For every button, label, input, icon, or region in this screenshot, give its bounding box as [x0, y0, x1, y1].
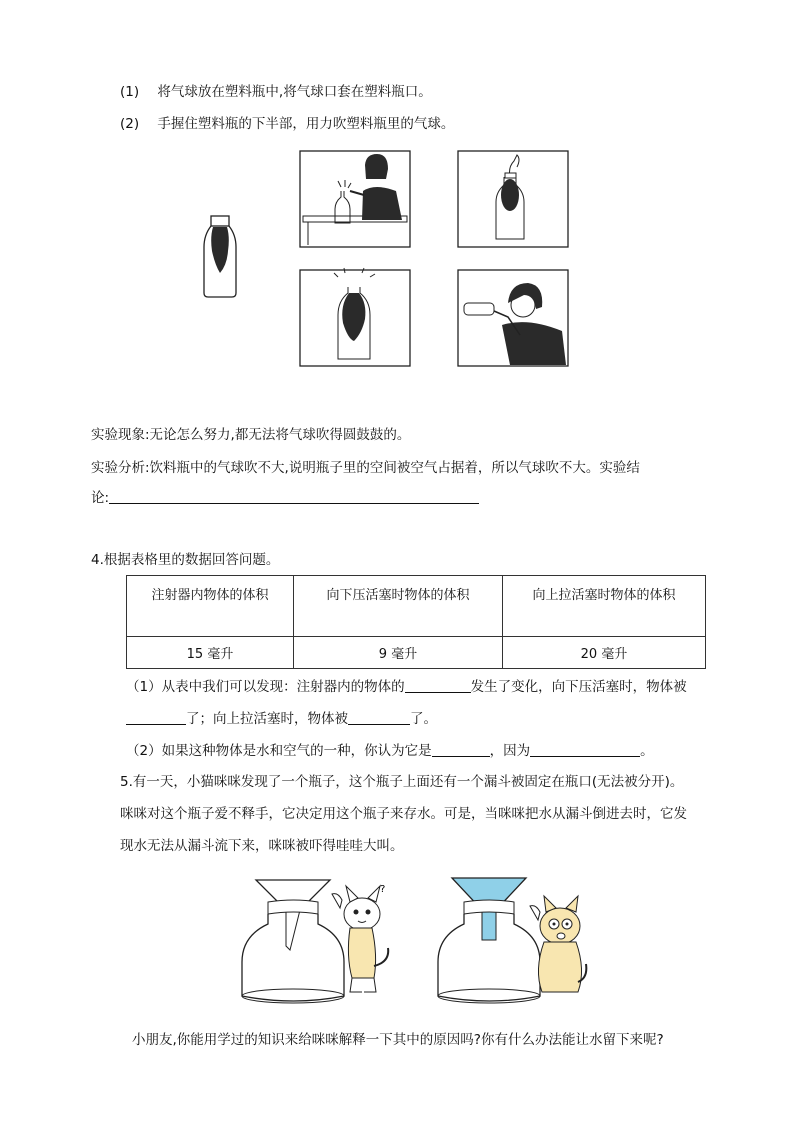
blank-compressed[interactable] [126, 710, 186, 725]
svg-text:?: ? [380, 884, 386, 895]
table-row [127, 637, 706, 669]
panel-3-balloon-inflated [300, 268, 410, 366]
conclusion-blank[interactable] [109, 489, 479, 504]
step-1-number: (1) [120, 84, 140, 100]
q5-line-2: 咪咪对这个瓶子爱不释手，它决定用这个瓶子来存水。可是，当咪咪把水从漏斗倒进去时，它发 [120, 806, 687, 822]
analysis-text: 实验分析:饮料瓶中的气球吹不大,说明瓶子里的空间被空气占据着，所以气球吹不大。实验结 [91, 460, 640, 476]
blank-substance[interactable] [432, 742, 490, 757]
standalone-bottle-illustration [204, 216, 236, 297]
blank-changed-property[interactable] [405, 678, 471, 693]
q4-part1-line1: （1）从表中我们可以发现：注射器内的物体的 发生了变化，向下压活塞时，物体被 [126, 679, 687, 695]
table-header-cell: 向下压活塞时物体的体积 [294, 576, 503, 637]
step-1 [120, 82, 432, 102]
q5-line-3: 现水无法从漏斗流下来，咪咪被吓得哇哇大叫。 [120, 838, 404, 854]
phenomenon-text: 实验现象:无论怎么努力,都无法将气球吹得圆鼓鼓的。 [91, 427, 411, 443]
step-2 [120, 114, 454, 134]
right-funnel-bottle-with-water [438, 878, 540, 1003]
q4-title: 4.根据表格里的数据回答问题。 [91, 552, 280, 568]
table-header-cell: 注射器内物体的体积 [127, 576, 294, 637]
conclusion-label: 论: [91, 490, 110, 506]
blank-expanded[interactable] [348, 710, 410, 725]
step-2-number: (2) [120, 116, 140, 132]
right-cat-scared-illustration [530, 896, 586, 992]
step-1-text: 将气球放在塑料瓶中,将气球口套在塑料瓶口。 [157, 84, 432, 100]
table-header-cell: 向上拉活塞时物体的体积 [503, 576, 706, 637]
left-funnel-bottle [242, 880, 344, 1003]
q5-question: 小朋友,你能用学过的知识来给咪咪解释一下其中的原因吗?你有什么办法能让水留下来呢? [132, 1032, 664, 1048]
conclusion-line [91, 488, 479, 508]
panel-1-girl-with-bottle [300, 151, 410, 247]
panel-2-bottle-with-balloon [458, 151, 568, 247]
cat-funnel-figure [228, 866, 588, 1016]
balloon-bottle-figure [190, 145, 580, 375]
table-cell: 9 毫升 [294, 637, 503, 669]
table-cell: 20 毫升 [503, 637, 706, 669]
q5-line-1: 5.有一天，小猫咪咪发现了一个瓶子，这个瓶子上面还有一个漏斗被固定在瓶口(无法被分开)。 [120, 774, 684, 790]
q4-part2-line: （2）如果这种物体是水和空气的一种，你认为它是 ，因为 。 [126, 743, 654, 759]
table-cell: 15 毫升 [127, 637, 294, 669]
blank-reason[interactable] [530, 742, 640, 757]
table-header-row [127, 576, 706, 637]
q4-part1-line2: 了；向上拉活塞时，物体被 了。 [126, 709, 437, 729]
left-cat-illustration [332, 884, 388, 992]
panel-4-girl-blowing [458, 270, 568, 366]
step-2-text: 手握住塑料瓶的下半部，用力吹塑料瓶里的气球。 [157, 116, 455, 132]
volume-data-table [126, 575, 706, 669]
